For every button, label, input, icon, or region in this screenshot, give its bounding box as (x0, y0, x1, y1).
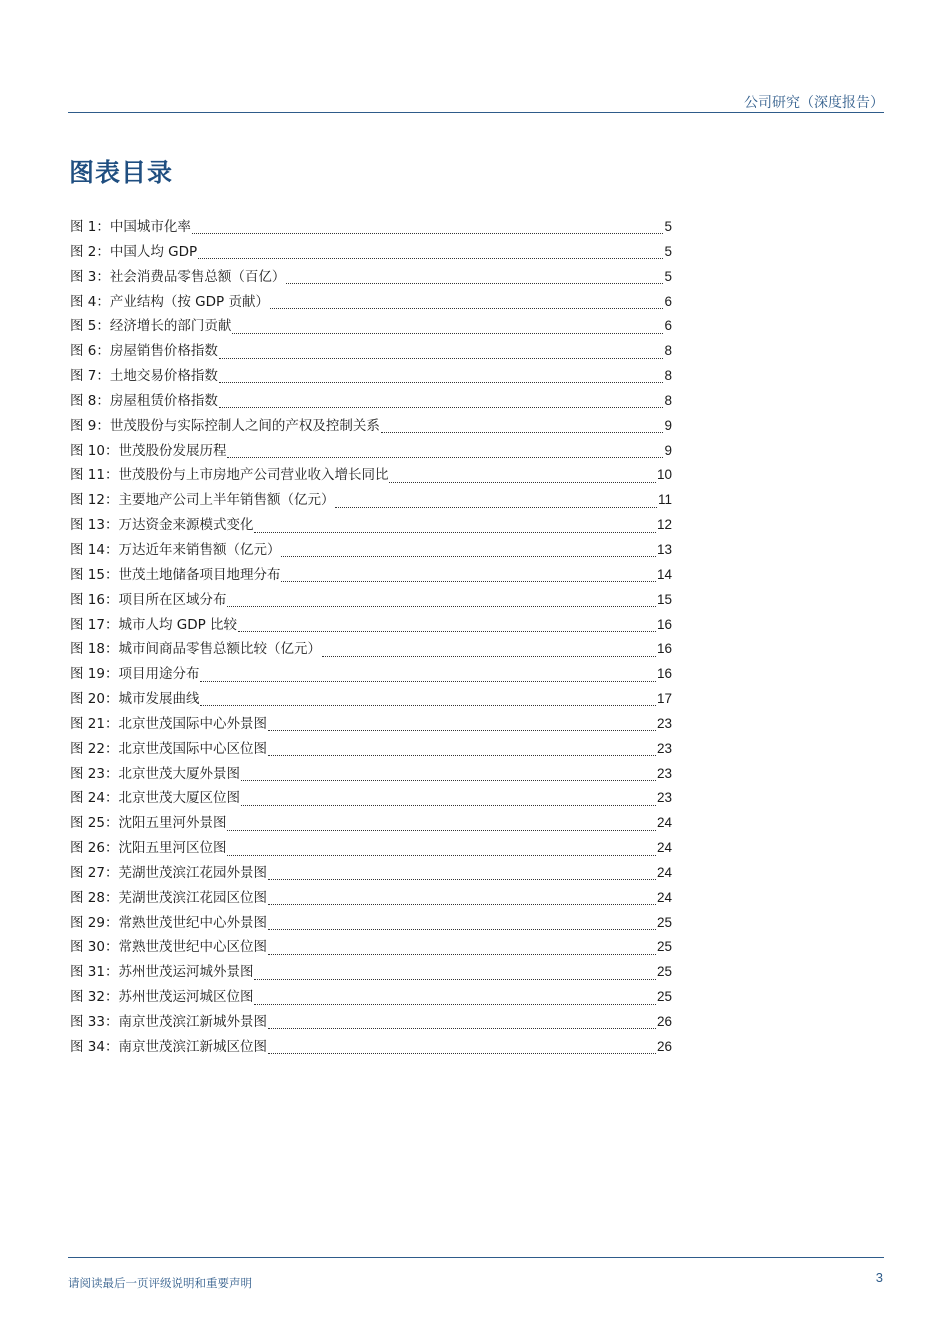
toc-dot-leader (389, 481, 655, 483)
page-number: 3 (875, 1270, 883, 1285)
toc-item-label: 图 12：主要地产公司上半年销售额（亿元） (70, 492, 335, 509)
toc-item-page: 23 (656, 740, 672, 756)
toc-item-page: 23 (656, 715, 672, 731)
toc-item-page: 8 (664, 392, 672, 408)
toc-item-label: 图 17：城市人均 GDP 比较 (70, 616, 238, 633)
toc-item-page: 14 (656, 566, 672, 582)
toc-item[interactable] (70, 215, 672, 240)
toc-dot-leader (227, 854, 655, 856)
toc-item-label: 图 34：南京世茂滨江新城区位图 (70, 1038, 267, 1055)
toc-dot-leader (232, 332, 663, 334)
toc-item-page: 16 (656, 666, 672, 682)
toc-item-label: 图 14：万达近年来销售额（亿元） (70, 541, 281, 558)
toc-item-label: 图 32：苏州世茂运河城区位图 (70, 989, 254, 1006)
toc-item-label: 图 13：万达资金来源模式变化 (70, 517, 254, 534)
toc-item-label: 图 33：南京世茂滨江新城外景图 (70, 1014, 267, 1030)
toc-dot-leader (322, 655, 656, 657)
toc-item-page: 15 (656, 591, 672, 607)
toc-item-label: 图 31：苏州世茂运河城外景图 (70, 964, 254, 981)
toc-item[interactable] (70, 762, 672, 787)
toc-item-label: 图 20：城市发展曲线 (70, 691, 200, 708)
toc-dot-leader (227, 456, 663, 458)
toc-item[interactable] (70, 588, 672, 613)
toc-item-page: 25 (656, 939, 672, 955)
toc-item-page: 16 (656, 641, 672, 657)
toc-item-page: 12 (656, 517, 672, 533)
header-report-type: 公司研究（深度报告） (744, 95, 884, 111)
toc-item-page: 25 (656, 964, 672, 980)
toc-item[interactable] (70, 439, 672, 464)
toc-item-label: 图 1：中国城市化率 (70, 219, 191, 235)
toc-item-page: 5 (664, 268, 672, 284)
toc-item[interactable] (70, 1010, 672, 1035)
toc-dot-leader (241, 804, 656, 806)
toc-dot-leader (241, 779, 656, 781)
toc-item-page: 13 (656, 541, 672, 557)
footer-divider (68, 1257, 884, 1258)
toc-item-page: 5 (664, 219, 672, 234)
toc-item-label: 图 21：北京世茂国际中心外景图 (70, 715, 267, 732)
toc-item[interactable] (70, 811, 672, 836)
toc-item-label: 图 4：产业结构（按 GDP 贡献） (70, 293, 269, 310)
toc-item[interactable] (70, 290, 672, 315)
page-title: 图表目录 (69, 158, 174, 187)
toc-item[interactable] (70, 886, 672, 911)
toc-dot-leader (192, 232, 664, 234)
toc-item-page: 26 (656, 1038, 672, 1054)
toc-item-page: 24 (656, 840, 672, 856)
toc-dot-leader (219, 406, 664, 408)
toc-dot-leader (198, 257, 663, 259)
toc-item-label: 图 3：社会消费品零售总额（百亿） (70, 268, 286, 285)
toc-item-label: 图 5：经济增长的部门贡献 (70, 318, 232, 335)
toc-item[interactable] (70, 414, 672, 439)
toc-item-label: 图 8：房屋租赁价格指数 (70, 392, 218, 409)
toc-item-label: 图 25：沈阳五里河外景图 (70, 815, 227, 832)
toc-dot-leader (286, 282, 663, 284)
toc-item[interactable] (70, 613, 672, 638)
toc-item[interactable] (70, 538, 672, 563)
toc-item[interactable] (70, 637, 672, 662)
toc-dot-leader (227, 605, 655, 607)
toc-dot-leader (268, 953, 656, 955)
toc-item[interactable] (70, 563, 672, 588)
toc-dot-leader (238, 630, 656, 632)
toc-item[interactable] (70, 836, 672, 861)
toc-item-label: 图 26：沈阳五里河区位图 (70, 840, 227, 857)
toc-item[interactable] (70, 737, 672, 762)
toc-item-label: 图 27：芜湖世茂滨江花园外景图 (70, 864, 267, 881)
toc-item-label: 图 11：世茂股份与上市房地产公司营业收入增长同比 (70, 467, 389, 484)
toc-dot-leader (219, 357, 664, 359)
toc-item[interactable] (70, 265, 672, 290)
toc-item-label: 图 19：项目用途分布 (70, 666, 200, 683)
toc-dot-leader (270, 307, 664, 309)
toc-dot-leader (254, 531, 655, 533)
footer-disclaimer: 请阅读最后一页评级说明和重要声明 (68, 1276, 252, 1290)
toc-item-page: 16 (656, 616, 672, 632)
toc-item[interactable] (70, 513, 672, 538)
toc-item-label: 图 7：土地交易价格指数 (70, 368, 218, 385)
toc-item[interactable] (70, 364, 672, 389)
toc-item[interactable] (70, 960, 672, 985)
toc-dot-leader (381, 431, 664, 433)
toc-item-page: 17 (656, 691, 672, 707)
header-divider (68, 112, 884, 113)
toc-dot-leader (200, 680, 655, 682)
toc-item-label: 图 15：世茂土地储备项目地理分布 (70, 566, 281, 583)
toc-dot-leader (200, 704, 655, 706)
toc-item-page: 24 (656, 889, 672, 905)
toc-item-page: 6 (664, 293, 672, 309)
toc-dot-leader (281, 555, 655, 557)
toc-item-page: 25 (656, 914, 672, 930)
toc-item[interactable] (70, 1035, 672, 1060)
table-of-figures (70, 215, 672, 1060)
toc-item-page: 11 (657, 492, 672, 508)
toc-item-page: 9 (664, 442, 672, 458)
toc-item-page: 26 (656, 1014, 672, 1029)
toc-item[interactable] (70, 985, 672, 1010)
toc-dot-leader (227, 829, 655, 831)
toc-item[interactable] (70, 240, 672, 265)
toc-item-page: 10 (656, 467, 672, 483)
toc-dot-leader (335, 506, 657, 508)
toc-item-page: 24 (656, 815, 672, 831)
toc-item[interactable] (70, 662, 672, 687)
toc-item[interactable] (70, 861, 672, 886)
toc-dot-leader (268, 1052, 656, 1054)
toc-dot-leader (254, 978, 655, 980)
toc-dot-leader (268, 903, 656, 905)
toc-item[interactable] (70, 463, 672, 488)
toc-dot-leader (268, 1027, 656, 1029)
toc-item-label: 图 23：北京世茂大厦外景图 (70, 765, 240, 782)
toc-item[interactable] (70, 389, 672, 414)
toc-item-label: 图 28：芜湖世茂滨江花园区位图 (70, 889, 267, 906)
toc-dot-leader (219, 381, 664, 383)
toc-dot-leader (281, 580, 655, 582)
toc-item-page: 23 (656, 790, 672, 806)
toc-dot-leader (268, 754, 656, 756)
toc-item-page: 23 (656, 765, 672, 781)
toc-item-label: 图 10：世茂股份发展历程 (70, 442, 227, 459)
toc-item-page: 6 (664, 318, 672, 334)
toc-dot-leader (268, 878, 656, 880)
toc-item-label: 图 24：北京世茂大厦区位图 (70, 790, 240, 807)
toc-item[interactable] (70, 687, 672, 712)
toc-item-page: 5 (664, 243, 672, 259)
toc-item-label: 图 22：北京世茂国际中心区位图 (70, 740, 267, 757)
toc-item-page: 25 (656, 989, 672, 1005)
toc-item[interactable] (70, 935, 672, 960)
toc-item[interactable] (70, 339, 672, 364)
toc-dot-leader (254, 1003, 655, 1005)
toc-item-label: 图 16：项目所在区域分布 (70, 591, 227, 608)
toc-item-page: 8 (664, 368, 672, 384)
toc-item[interactable] (70, 488, 672, 513)
toc-item[interactable] (70, 786, 672, 811)
toc-item-label: 图 29：常熟世茂世纪中心外景图 (70, 914, 267, 931)
toc-item-label: 图 18：城市间商品零售总额比较（亿元） (70, 641, 321, 658)
toc-item-label: 图 6：房屋销售价格指数 (70, 343, 218, 360)
toc-item-page: 24 (656, 864, 672, 880)
toc-item[interactable] (70, 712, 672, 737)
toc-item-label: 图 9：世茂股份与实际控制人之间的产权及控制关系 (70, 417, 380, 434)
toc-item-page: 9 (664, 417, 672, 433)
toc-dot-leader (268, 729, 656, 731)
toc-item-label: 图 30：常熟世茂世纪中心区位图 (70, 939, 267, 956)
toc-dot-leader (268, 928, 656, 930)
toc-item[interactable] (70, 911, 672, 936)
toc-item-label: 图 2：中国人均 GDP (70, 243, 198, 260)
toc-item-page: 8 (664, 343, 672, 359)
toc-item[interactable] (70, 314, 672, 339)
